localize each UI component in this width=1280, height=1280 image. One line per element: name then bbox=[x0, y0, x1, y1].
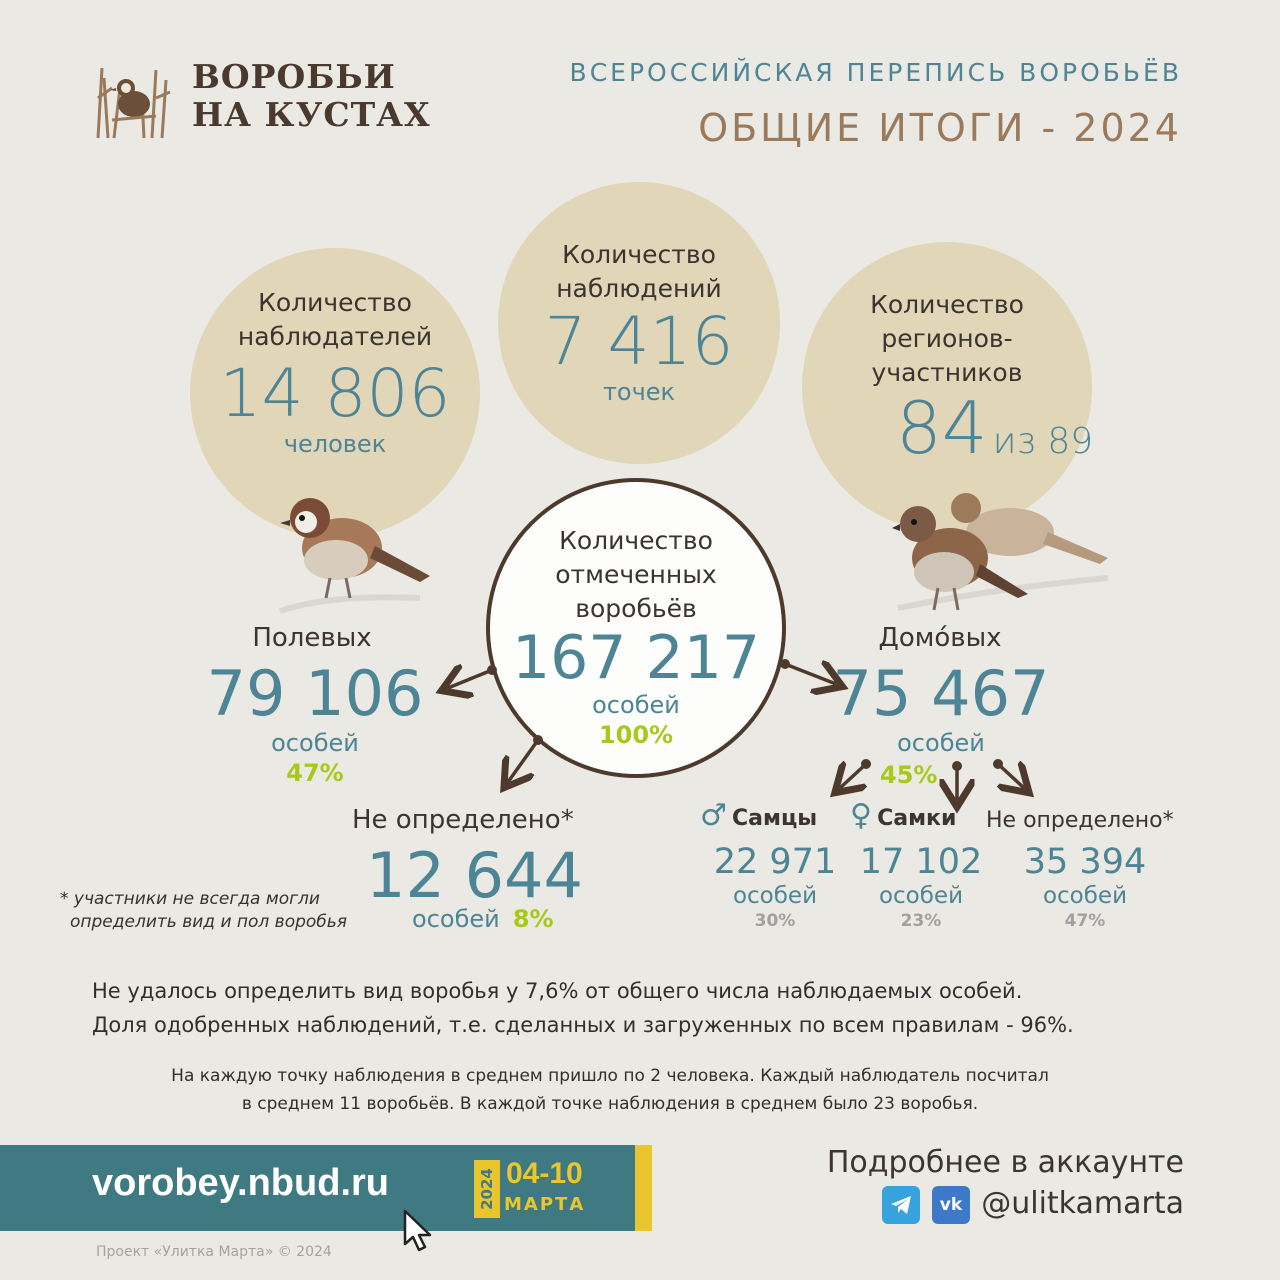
logo-line-1: ВОРОБЬИ bbox=[192, 57, 396, 96]
notes-small bbox=[80, 1062, 1140, 1118]
unknown-pct: 47% bbox=[1064, 911, 1106, 931]
total-unit: особей bbox=[592, 691, 680, 719]
field-value: 79 106 bbox=[206, 657, 424, 730]
dot-house bbox=[780, 659, 790, 669]
dot-females bbox=[952, 761, 962, 771]
copyright: Проект «Улитка Марта» © 2024 bbox=[96, 1244, 332, 1260]
unknown-value: 35 394 bbox=[1023, 842, 1147, 882]
male-icon: ♂ bbox=[700, 798, 727, 833]
footnote-line-1: * участники не всегда могли bbox=[60, 889, 320, 909]
observers-label-2: наблюдателей bbox=[237, 322, 433, 351]
regions-value: 84 bbox=[896, 386, 988, 470]
field-unit: особей bbox=[271, 729, 359, 757]
regions-label: Количество bbox=[870, 290, 1024, 319]
site-link[interactable]: vorobey.nbud.ru bbox=[92, 1162, 389, 1204]
regions-suffix: из 89 bbox=[992, 421, 1094, 462]
males-values bbox=[700, 842, 850, 932]
males-value: 22 971 bbox=[713, 842, 837, 882]
banner-dates: 04-10 bbox=[506, 1157, 583, 1190]
more-info-text: Подробнее в аккаунте bbox=[826, 1145, 1184, 1180]
unknown-heading: Не определено* bbox=[986, 808, 1174, 833]
males-unit: особей bbox=[732, 883, 818, 909]
house-unit: особей bbox=[897, 729, 985, 757]
logo-line-2: НА КУСТАХ bbox=[192, 95, 431, 134]
observers-label: Количество bbox=[258, 288, 412, 317]
females-values bbox=[846, 842, 996, 932]
footnote-line-2: определить вид и пол воробья bbox=[70, 912, 348, 932]
females-heading bbox=[850, 798, 956, 833]
observations-unit: точек bbox=[602, 378, 676, 406]
arrow-to-field bbox=[448, 670, 492, 688]
field-heading: Полевых bbox=[252, 623, 372, 653]
note-line-3: На каждую точку наблюдения в среднем пришло по 2 человека. Каждый наблюдатель посчитал bbox=[171, 1066, 1049, 1086]
undetermined-unit: особей bbox=[412, 905, 500, 933]
house-pct: 45% bbox=[880, 761, 938, 789]
house-value: 75 467 bbox=[832, 657, 1050, 730]
note-line-2: Доля одобренных наблюдений, т.е. сделанных и загруженных по всем правилам - 96%. bbox=[92, 1013, 1074, 1037]
cursor-icon bbox=[402, 1208, 436, 1254]
vk-icon[interactable]: vk bbox=[932, 1186, 970, 1224]
note-line-4: в среднем 11 воробьёв. В каждой точке наблюдения в среднем было 23 воробья. bbox=[241, 1094, 979, 1114]
arrow-to-males bbox=[840, 764, 866, 788]
female-icon: ♀ bbox=[850, 798, 872, 833]
undetermined-heading: Не определено* bbox=[352, 805, 574, 835]
total-value: 167 217 bbox=[511, 623, 761, 693]
arrow-to-unknown bbox=[998, 764, 1024, 788]
field-values bbox=[200, 657, 430, 788]
females-label: Самки bbox=[877, 806, 957, 831]
telegram-icon[interactable] bbox=[882, 1186, 920, 1224]
results-title: ОБЩИЕ ИТОГИ - 2024 bbox=[698, 106, 1182, 150]
dot-field bbox=[487, 665, 497, 675]
arrow-to-undetermined bbox=[508, 740, 538, 782]
house-heading: Домо́вых bbox=[878, 623, 1002, 653]
unknown-unit: особей bbox=[1042, 883, 1128, 909]
regions-label-2: регионов- bbox=[881, 324, 1013, 353]
males-label: Самцы bbox=[732, 806, 818, 831]
field-block bbox=[212, 622, 412, 654]
banner-year-text: 2024 bbox=[478, 1168, 496, 1210]
notes bbox=[92, 974, 1212, 1042]
dot-undetermined bbox=[533, 735, 543, 745]
account-handle[interactable]: @ulitkamarta bbox=[981, 1186, 1184, 1221]
total-pct: 100% bbox=[598, 721, 674, 749]
males-heading bbox=[700, 798, 817, 833]
footnote bbox=[60, 888, 347, 934]
undetermined-pct: 8% bbox=[512, 905, 554, 933]
observations-label-2: наблюдений bbox=[556, 274, 722, 303]
females-unit: особей bbox=[878, 883, 964, 909]
field-pct: 47% bbox=[286, 759, 344, 787]
house-values bbox=[826, 657, 1056, 758]
females-pct: 23% bbox=[900, 911, 942, 931]
observers-unit: человек bbox=[283, 430, 387, 458]
total-label-3: воробьёв bbox=[575, 594, 697, 623]
dot-males bbox=[861, 759, 871, 769]
undetermined-value: 12 644 bbox=[366, 839, 583, 912]
unknown-values bbox=[1010, 842, 1160, 932]
banner-month: МАРТА bbox=[504, 1194, 586, 1215]
total-label-2: отмеченных bbox=[555, 560, 717, 589]
banner-stripe bbox=[635, 1145, 652, 1231]
house-block bbox=[840, 622, 1040, 654]
banner-year bbox=[474, 1160, 500, 1218]
note-line-1: Не удалось определить вид воробья у 7,6% от общего числа наблюдаемых особей. bbox=[92, 979, 1023, 1003]
dot-unknown bbox=[993, 759, 1003, 769]
observations-value: 7 416 bbox=[544, 303, 734, 380]
regions-label-3: участников bbox=[871, 358, 1023, 387]
total-label: Количество bbox=[559, 526, 713, 555]
females-value: 17 102 bbox=[859, 842, 983, 882]
observers-value: 14 806 bbox=[219, 355, 451, 432]
census-title: ВСЕРОССИЙСКАЯ ПЕРЕПИСЬ ВОРОБЬЁВ bbox=[569, 58, 1182, 87]
observations-label: Количество bbox=[562, 240, 716, 269]
undetermined-unit-row bbox=[412, 904, 554, 934]
males-pct: 30% bbox=[754, 911, 796, 931]
